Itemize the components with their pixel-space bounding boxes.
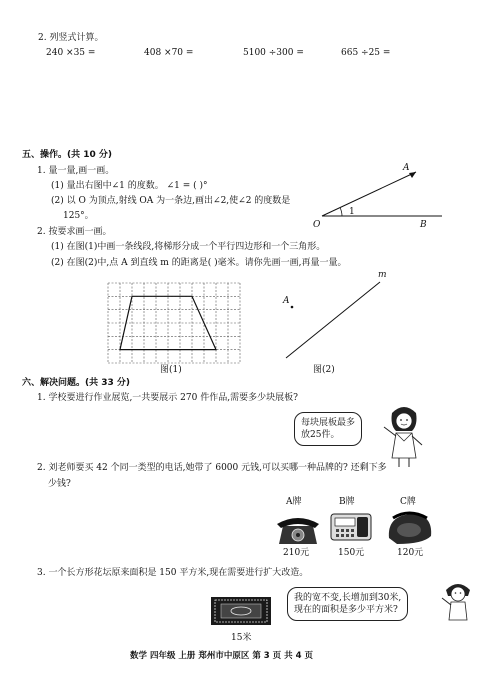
section-5-title: 五、操作。(共 10 分) bbox=[22, 150, 113, 160]
s5-q2: 2. 按要求画一画。 bbox=[37, 227, 112, 237]
brand-a-price: 210元 bbox=[283, 548, 310, 558]
figure-2-caption: 图(2) bbox=[313, 365, 335, 375]
bubble-3-line-2: 现在的面积是多少平方米? bbox=[294, 605, 398, 616]
figure-1-caption: 图(1) bbox=[160, 365, 182, 375]
label-a: A bbox=[403, 163, 410, 173]
bubble-1-line-2: 放25件。 bbox=[301, 430, 340, 441]
phone-a-icon bbox=[273, 510, 323, 550]
problem-2: 408 ×70 = bbox=[144, 48, 194, 58]
s5-q2b: (2) 在图(2)中,点 A 到直线 m 的距离是( )毫米。请你先画一画,再量一量。 bbox=[51, 258, 347, 268]
girl-illustration bbox=[372, 403, 432, 468]
ray-oa bbox=[322, 172, 416, 216]
phone-b-icon bbox=[325, 506, 377, 546]
width-label: 15米 bbox=[231, 633, 252, 643]
angle-arc bbox=[340, 208, 342, 217]
label-o: O bbox=[313, 220, 321, 230]
brand-b-price: 150元 bbox=[338, 548, 365, 558]
section-2-title: 2. 列竖式计算。 bbox=[38, 33, 104, 43]
point-a bbox=[291, 306, 294, 309]
brand-c-price: 120元 bbox=[397, 548, 424, 558]
boy-illustration bbox=[438, 578, 478, 628]
s5-q1b2: 125°。 bbox=[63, 211, 94, 221]
speech-bubble-3 bbox=[287, 587, 408, 621]
bubble-3-line-1: 我的宽不变,长增加到30米, bbox=[294, 593, 402, 603]
line-m bbox=[286, 282, 380, 358]
figure-2 bbox=[280, 280, 390, 360]
s5-q1a: (1) 量出右图中∠1 的度数。 ∠1 = ( )° bbox=[51, 181, 208, 191]
s6-q3: 3. 一个长方形花坛原来面积是 150 平方米,现在需要进行扩大改造。 bbox=[37, 568, 309, 578]
speech-bubble-1 bbox=[294, 412, 362, 446]
problem-1: 240 ×35 = bbox=[46, 48, 96, 58]
page-footer: 数学 四年级 上册 郑州市中原区 第 3 页 共 4 页 bbox=[130, 651, 313, 661]
phone-c-icon bbox=[383, 508, 437, 548]
label-b: B bbox=[420, 220, 427, 230]
problem-3: 5100 ÷300 = bbox=[243, 48, 304, 58]
label-angle-1: 1 bbox=[349, 207, 355, 217]
angle-figure bbox=[310, 162, 460, 232]
s6-q2-line-2: 少钱? bbox=[48, 479, 71, 489]
brand-a-name: A牌 bbox=[286, 497, 302, 507]
s6-q1: 1. 学校要进行作业展览,一共要展示 270 件作品,需要多少块展板? bbox=[37, 393, 298, 403]
label-point-a: A bbox=[283, 296, 290, 306]
brand-c-name: C牌 bbox=[400, 497, 416, 507]
section-6-title: 六、解决问题。(共 33 分) bbox=[22, 378, 131, 388]
bubble-1-line-1: 每块展板最多 bbox=[301, 418, 356, 428]
s5-q2a: (1) 在图(1)中画一条线段,将梯形分成一个平行四边形和一个三角形。 bbox=[51, 242, 326, 252]
figure-1-grid bbox=[108, 283, 240, 363]
problem-4: 665 ÷25 = bbox=[341, 48, 391, 58]
brand-b-name: B牌 bbox=[339, 497, 355, 507]
flower-bed-illustration bbox=[211, 597, 271, 627]
s6-q2-line-1: 2. 刘老师要买 42 个同一类型的电话,她带了 6000 元钱,可以买哪一种品牌的? 还剩下多 bbox=[37, 463, 387, 473]
label-line-m: m bbox=[378, 270, 387, 280]
s5-q1b: (2) 以 O 为顶点,射线 OA 为一条边,画出∠2,使∠2 的度数是 bbox=[51, 196, 291, 206]
s5-q1: 1. 量一量,画一画。 bbox=[37, 166, 115, 176]
